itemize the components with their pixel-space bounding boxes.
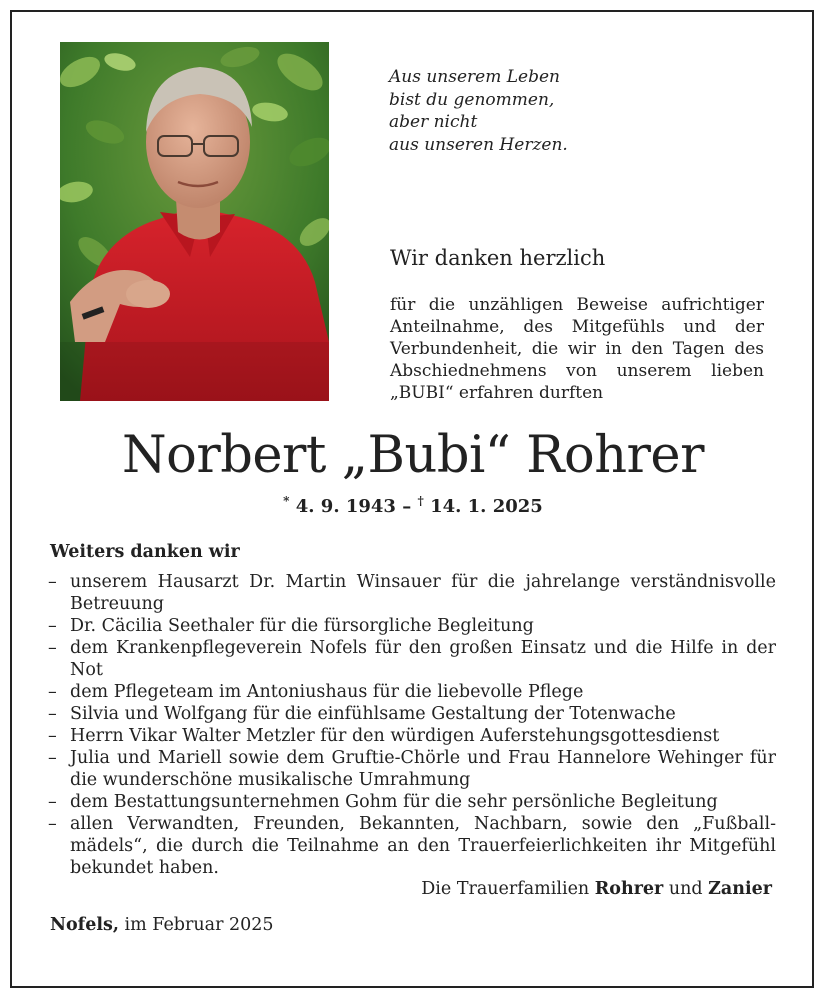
list-item [48,725,776,747]
list-item [48,681,776,703]
portrait-image [60,42,329,401]
family-name-zanier: Zanier [708,879,772,899]
deceased-name: Norbert „Bubi“ Rohrer [121,426,704,485]
dash-bullet: – [48,814,57,834]
list-item [48,703,776,725]
death-symbol: † [417,494,424,508]
list-item-text: Julia und Mariell sowie dem Gruftie-Chörle und Frau Hannelore Wehinger für die wunderschöne musikalische Umrahmung [70,748,776,790]
signature-joiner: und [663,879,709,899]
list-item [48,747,776,791]
signature [421,879,772,899]
list-item-text: dem Pflegeteam im Antoniushaus für die liebevolle Pflege [70,682,584,702]
list-item [48,637,776,681]
list-item-text: dem Bestattungsunternehmen Gohm für die sehr persönliche Begleitung [70,792,718,812]
list-item [48,571,776,615]
dash-bullet: – [48,792,57,812]
dash-bullet: – [48,572,57,592]
place: Nofels, [50,915,119,935]
death-date: 14. 1. 2025 [430,496,543,517]
dash-bullet: – [48,616,57,636]
thanks-list [48,571,776,879]
birth-date: 4. 9. 1943 [295,496,396,517]
list-item [48,791,776,813]
list-item-text: Silvia und Wolfgang für die einfühlsame Gestaltung der Totenwache [70,704,676,724]
place-date [50,915,274,935]
thanks-text: für die unzähligen Beweise aufrichtiger Anteilnahme, des Mitgefühls und der Verbundenheit, die wir in den Tagen des Abschiednehmens von unserem lieben „BUBI“ erfahren durften [390,295,764,403]
life-dates [0,496,826,517]
list-item [48,813,776,879]
quote-line: aus unseren Herzen. [389,134,568,155]
portrait-photo [60,42,329,401]
dash-bullet: – [48,638,57,658]
list-item-text: unserem Hausarzt Dr. Martin Winsauer für die jahrelange verständnisvolle Betreuung [70,572,776,614]
date-separator: – [395,496,418,517]
dash-bullet: – [48,682,57,702]
list-item-text: allen Verwandten, Freunden, Bekannten, Nachbarn, sowie den „Fußball-mädels“, die durch die Teilnahme an den Trauerfeierlichkeiten ihr Mitgefühl bekundet haben. [70,814,776,878]
dash-bullet: – [48,748,57,768]
list-item-text: Herrn Vikar Walter Metzler für den würdigen Auferstehungsgottesdienst [70,726,720,746]
quote-line: Aus unserem Leben [389,67,560,87]
list-item-text: Dr. Cäcilia Seethaler für die fürsorgliche Begleitung [70,616,534,636]
further-thanks-heading: Weiters danken wir [50,542,240,562]
quote-line: bist du genommen, [389,89,555,110]
quote-line: aber nicht [389,112,478,132]
memorial-quote [389,66,568,156]
signature-prefix: Die Trauerfamilien [421,879,595,899]
family-name-rohrer: Rohrer [594,879,664,899]
list-item-text: dem Krankenpflegeverein Nofels für den großen Einsatz und die Hilfe in der Not [70,638,776,680]
birth-symbol: * [283,494,290,508]
dash-bullet: – [48,704,57,724]
list-item [48,615,776,637]
date: im Februar 2025 [118,915,274,935]
dash-bullet: – [48,726,57,746]
thanks-heading: Wir danken herzlich [390,246,606,270]
